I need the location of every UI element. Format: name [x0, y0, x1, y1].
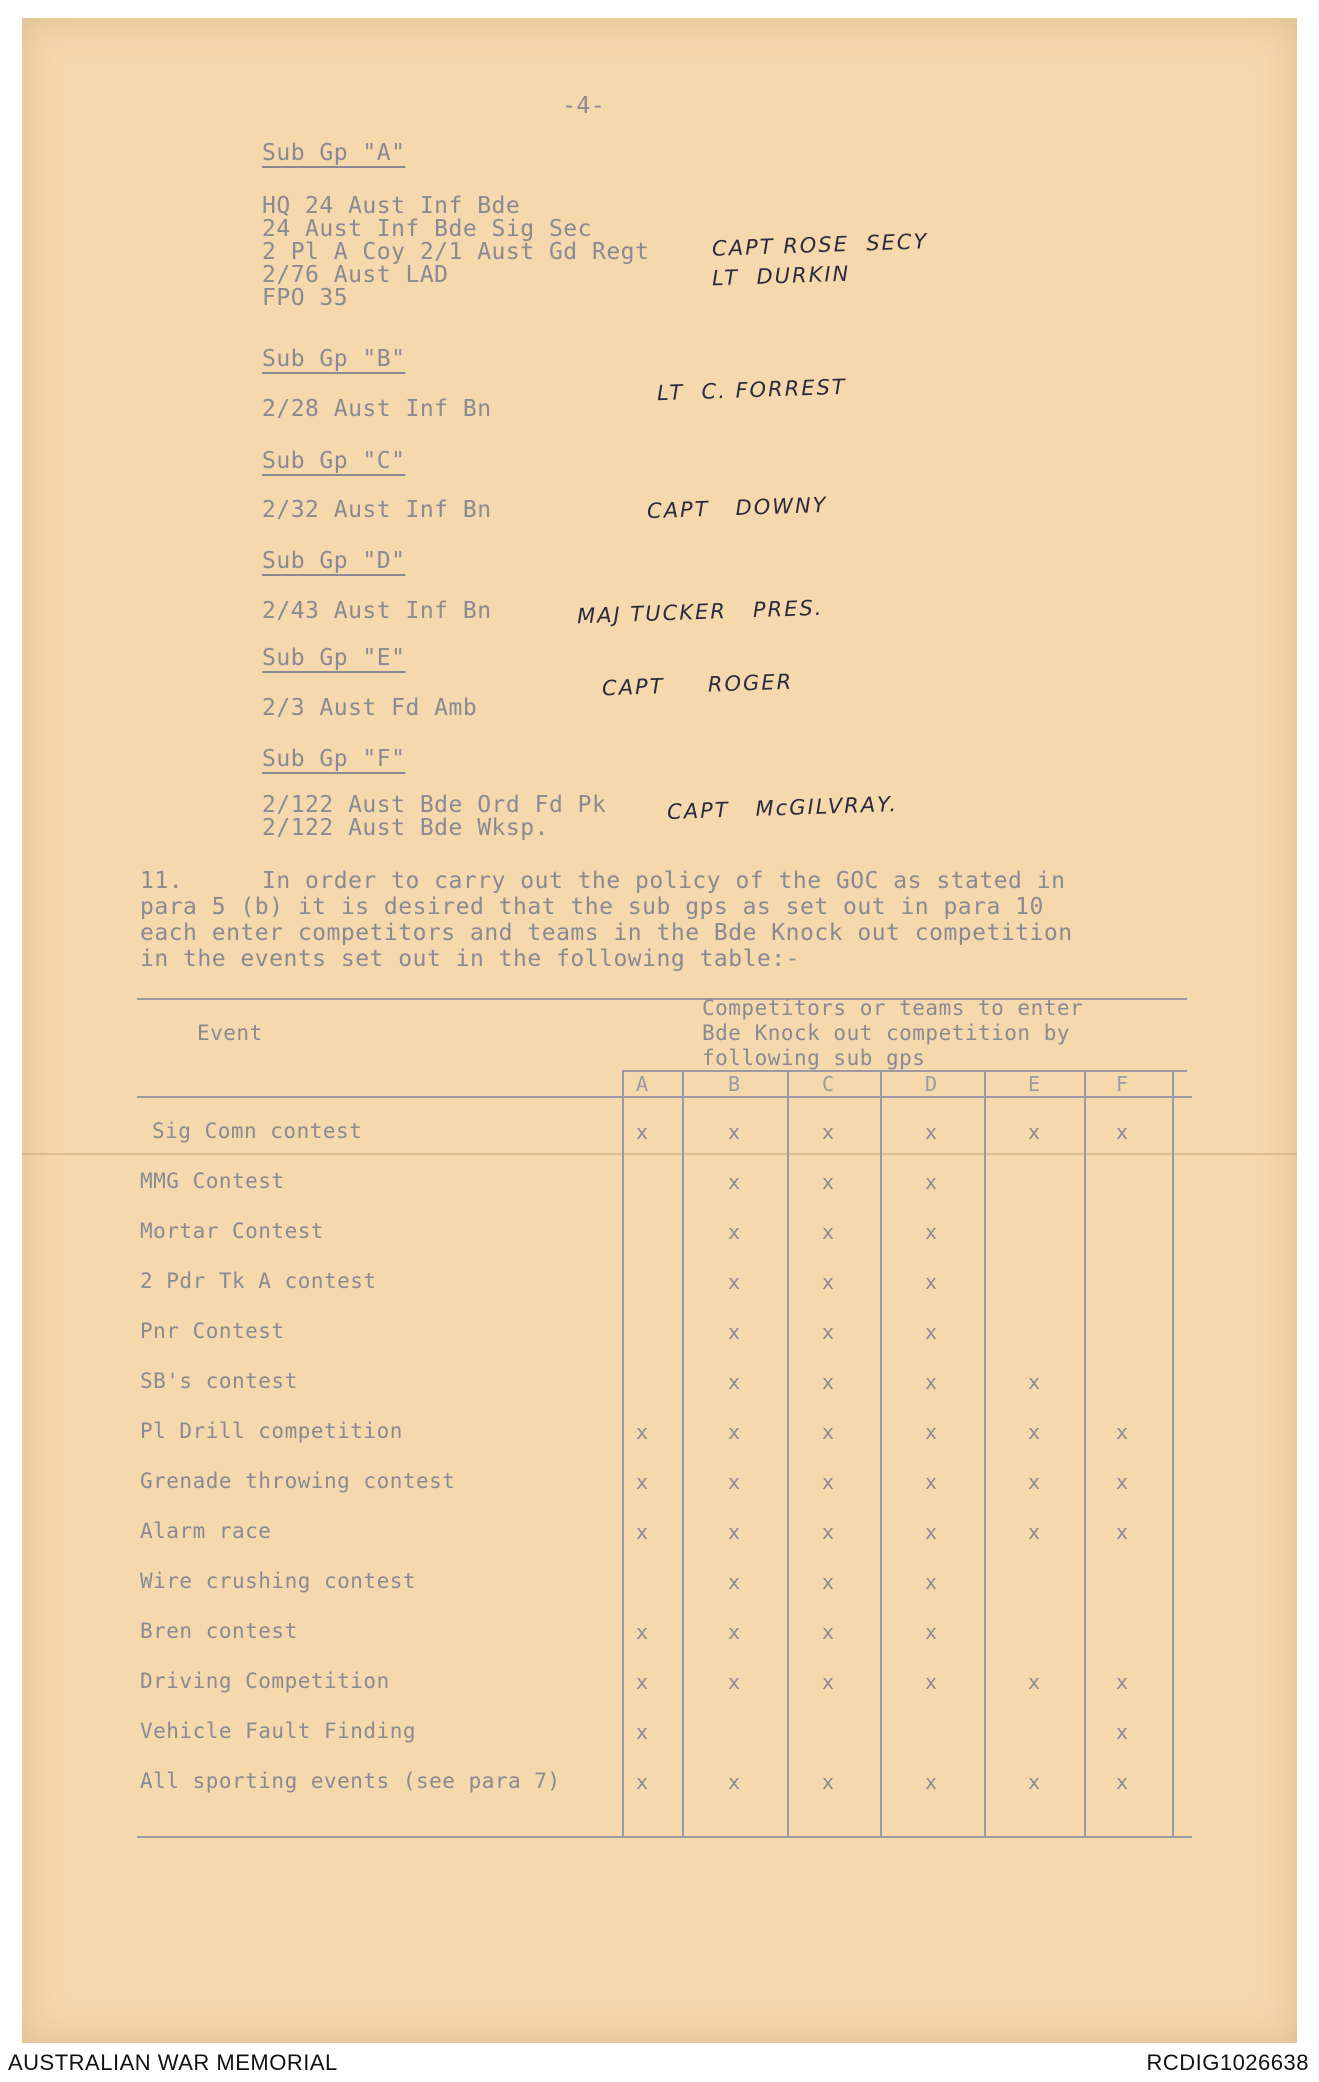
entry-mark: x [727, 1120, 741, 1144]
entry-mark: x [821, 1370, 835, 1394]
handwritten-note: LT C. FORREST [656, 374, 848, 406]
entry-mark: x [727, 1520, 741, 1544]
entry-mark: x [821, 1570, 835, 1594]
entry-mark: x [1027, 1120, 1041, 1144]
entry-mark: x [821, 1470, 835, 1494]
fold-crease [22, 1153, 1297, 1155]
sub-gp-a-line: FPO 35 [262, 285, 349, 311]
entry-mark: x [727, 1620, 741, 1644]
event-label: All sporting events (see para 7) [140, 1769, 561, 1793]
event-header: Event [197, 1021, 263, 1045]
entry-mark: x [1115, 1520, 1129, 1544]
entry-mark: x [924, 1570, 938, 1594]
entry-mark: x [1115, 1670, 1129, 1694]
entry-mark: x [1115, 1720, 1129, 1744]
entry-mark: x [821, 1670, 835, 1694]
event-label: Vehicle Fault Finding [140, 1719, 417, 1743]
entry-mark: x [1027, 1770, 1041, 1794]
event-label: Pl Drill competition [140, 1419, 403, 1443]
event-label: 2 Pdr Tk A contest [140, 1269, 377, 1293]
event-label: Mortar Contest [140, 1219, 325, 1243]
handwritten-note: LT DURKIN [711, 261, 851, 291]
entry-mark: x [1115, 1420, 1129, 1444]
group-header-line: Competitors or teams to enter [702, 996, 1084, 1020]
entry-mark: x [924, 1270, 938, 1294]
entry-mark: x [821, 1170, 835, 1194]
entry-mark: x [1027, 1420, 1041, 1444]
column-header-e: E [1027, 1072, 1041, 1096]
sub-gp-b-heading: Sub Gp "B" [262, 346, 406, 372]
entry-mark: x [1027, 1670, 1041, 1694]
event-label: SB's contest [140, 1369, 298, 1393]
column-header-b: B [727, 1072, 741, 1096]
event-label: Pnr Contest [140, 1319, 285, 1343]
sub-gp-d-line: 2/43 Aust Inf Bn [262, 598, 492, 624]
sub-gp-c-heading: Sub Gp "C" [262, 448, 406, 474]
entry-mark: x [727, 1420, 741, 1444]
entry-mark: x [1115, 1470, 1129, 1494]
event-label: Wire crushing contest [140, 1569, 417, 1593]
sub-gp-a-line: 2/76 Aust LAD [262, 262, 449, 288]
sub-gp-a-line: 24 Aust Inf Bde Sig Sec [262, 216, 592, 242]
column-divider [1084, 1070, 1086, 1836]
handwritten-note: MAJ TUCKER PRES. [576, 595, 824, 629]
event-label: Sig Comn contest [152, 1119, 363, 1143]
para-line: each enter competitors and teams in the Bde Knock out competition [140, 920, 1073, 946]
entry-mark: x [821, 1420, 835, 1444]
entry-mark: x [727, 1470, 741, 1494]
entry-mark: x [635, 1470, 649, 1494]
header-bottom-rule [137, 1096, 1192, 1098]
para-line: para 5 (b) it is desired that the sub gps as set out in para 10 [140, 894, 1044, 920]
entry-mark: x [924, 1770, 938, 1794]
entry-mark: x [727, 1570, 741, 1594]
column-divider [682, 1070, 684, 1836]
entry-mark: x [635, 1520, 649, 1544]
footer-source: AUSTRALIAN WAR MEMORIAL [8, 2050, 338, 2075]
entry-mark: x [727, 1320, 741, 1344]
event-label: Driving Competition [140, 1669, 390, 1693]
entry-mark: x [924, 1220, 938, 1244]
entry-mark: x [635, 1420, 649, 1444]
entry-mark: x [821, 1320, 835, 1344]
document-page [22, 18, 1297, 2043]
sub-gp-c-line: 2/32 Aust Inf Bn [262, 497, 492, 523]
sub-gp-a-heading: Sub Gp "A" [262, 140, 406, 166]
sub-gp-e-heading: Sub Gp "E" [262, 645, 406, 671]
handwritten-note: CAPT ROSE SECY [711, 229, 929, 261]
sub-gp-f-line: 2/122 Aust Bde Wksp. [262, 815, 549, 841]
entry-mark: x [635, 1770, 649, 1794]
column-header-f: F [1115, 1072, 1129, 1096]
group-header-line: Bde Knock out competition by [702, 1021, 1071, 1045]
sub-gp-e-line: 2/3 Aust Fd Amb [262, 695, 478, 721]
entry-mark: x [1027, 1520, 1041, 1544]
column-divider [787, 1070, 789, 1836]
column-divider [984, 1070, 986, 1836]
entry-mark: x [635, 1120, 649, 1144]
sub-gp-f-line: 2/122 Aust Bde Ord Fd Pk [262, 792, 607, 818]
handwritten-note: CAPT McGILVRAY. [666, 791, 899, 825]
column-header-c: C [821, 1072, 835, 1096]
para-line: in the events set out in the following table:- [140, 946, 800, 972]
entry-mark: x [727, 1770, 741, 1794]
entry-mark: x [727, 1670, 741, 1694]
sub-gp-a-line: 2 Pl A Coy 2/1 Aust Gd Regt [262, 239, 650, 265]
entry-mark: x [1027, 1470, 1041, 1494]
entry-mark: x [1115, 1120, 1129, 1144]
entry-mark: x [924, 1170, 938, 1194]
sub-gp-d-heading: Sub Gp "D" [262, 548, 406, 574]
column-divider [1172, 1070, 1174, 1836]
entry-mark: x [924, 1670, 938, 1694]
entry-mark: x [727, 1170, 741, 1194]
event-label: Grenade throwing contest [140, 1469, 456, 1493]
entry-mark: x [821, 1120, 835, 1144]
column-header-d: D [924, 1072, 938, 1096]
handwritten-note: CAPT ROGER [601, 669, 794, 701]
entry-mark: x [924, 1420, 938, 1444]
sub-gp-b-line: 2/28 Aust Inf Bn [262, 396, 492, 422]
entry-mark: x [924, 1620, 938, 1644]
para-line: In order to carry out the policy of the GOC as stated in [262, 868, 1066, 894]
sub-gp-f-heading: Sub Gp "F" [262, 746, 406, 772]
entry-mark: x [821, 1620, 835, 1644]
entry-mark: x [635, 1670, 649, 1694]
entry-mark: x [924, 1520, 938, 1544]
group-header-line: following sub gps [702, 1046, 926, 1070]
event-label: Alarm race [140, 1519, 272, 1543]
entry-mark: x [727, 1370, 741, 1394]
event-label: Bren contest [140, 1619, 298, 1643]
handwritten-note: CAPT DOWNY [646, 492, 828, 524]
entry-mark: x [1115, 1770, 1129, 1794]
entry-mark: x [924, 1120, 938, 1144]
entry-mark: x [727, 1220, 741, 1244]
table-bottom-rule [137, 1836, 1192, 1838]
entry-mark: x [821, 1270, 835, 1294]
entry-mark: x [1027, 1370, 1041, 1394]
entry-mark: x [635, 1720, 649, 1744]
entry-mark: x [821, 1770, 835, 1794]
column-divider [880, 1070, 882, 1836]
footer-id: RCDIG1026638 [1146, 2050, 1309, 2075]
event-label: MMG Contest [140, 1169, 285, 1193]
entry-mark: x [924, 1470, 938, 1494]
para-number: 11. [140, 868, 184, 894]
entry-mark: x [924, 1370, 938, 1394]
entry-mark: x [821, 1220, 835, 1244]
column-header-a: A [635, 1072, 649, 1096]
entry-mark: x [821, 1520, 835, 1544]
page-number: -4- [562, 93, 606, 119]
sub-gp-a-line: HQ 24 Aust Inf Bde [262, 193, 521, 219]
entry-mark: x [924, 1320, 938, 1344]
entry-mark: x [635, 1620, 649, 1644]
entry-mark: x [727, 1270, 741, 1294]
